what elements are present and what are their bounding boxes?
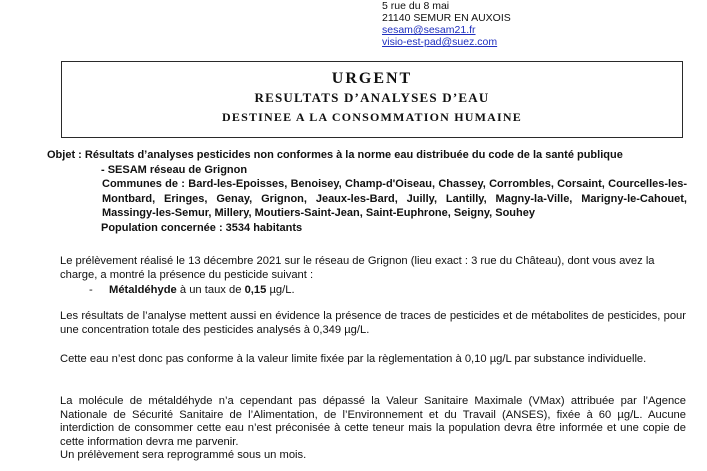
paragraph-vmax <box>60 395 686 463</box>
address-street: 5 rue du 8 mai <box>382 0 450 12</box>
resampling-text: Un prélèvement sera reprogrammé sous un mois. <box>60 449 307 462</box>
bullet-dash: - <box>89 284 93 296</box>
address-city: 21140 SEMUR EN AUXOIS <box>382 12 511 24</box>
pesticide-name: Métaldéhyde <box>109 284 177 296</box>
subject-block <box>47 148 687 236</box>
pesticide-value: 0,15 <box>244 284 267 296</box>
email-link-sesam[interactable]: sesam@sesam21.fr <box>382 24 476 36</box>
paragraph-analysis-results: Les résultats de l’analyse mettent aussi en évidence la présence de traces de pesticides et de métabolites de pesticides, pour une concentration totale des pesticides analysés à 0,349 µg/L. <box>60 310 686 336</box>
subject-network: - SESAM réseau de Grignon <box>101 163 248 176</box>
population-concerned: Population concernée : 3534 habitants <box>101 221 303 234</box>
title-destination: DESTINEE A LA CONSOMMATION HUMAINE <box>222 110 522 124</box>
paragraph-non-conformity: Cette eau n’est donc pas conforme à la valeur limite fixée par la règlementation à 0,10 µg/L par substance individuelle. <box>60 353 647 365</box>
title-results: RESULTATS D’ANALYSES D’EAU <box>254 90 490 105</box>
paragraph-sampling: Le prélèvement réalisé le 13 décembre 2021 sur le réseau de Grignon (lieu exact : 3 rue du Château), dont vous avez la charge, a montré la présence du pesticide suivant : <box>60 255 655 281</box>
email-link-suez[interactable]: visio-est-pad@suez.com <box>382 36 498 48</box>
title-box <box>61 61 683 138</box>
sender-address-block <box>382 0 511 48</box>
vmax-text: La molécule de métaldéhyde n’a cependant pas dépassé la Valeur Sanitaire Maximale (VMax) attribuée par l’Agence Nationale de Sécurité Sanitaire de l’Alimentation, de l’Environnement et du Travail (ANSES), fixée à 60 µg/L. Aucune interdiction de consommer cette eau n’est préconisée à cette teneur mais la population devra être informée et une copie de cette information devra me parvenir. <box>60 395 686 448</box>
pesticide-bullet <box>89 284 295 298</box>
subject-line: Objet : Résultats d’analyses pesticides non conformes à la norme eau distribuée du code de la santé publique <box>47 149 623 161</box>
pesticide-unit: µg/L. <box>266 284 295 296</box>
title-urgent: URGENT <box>331 70 413 87</box>
communes-list: Communes de : Bard-les-Epoisses, Benoisey, Champ-d'Oiseau, Chassey, Corrombles, Corsaint, Courcelles-les-Montbard, Eringes, Genay, Grignon, Jeaux-les-Bard, Juilly, Lantilly, Magny-la-Ville, Marigny-le-Cahouet, Massingy-les-Semur, Millery, Moutiers-Saint-Jean, Saint-Euphrone, Seigny, Souhey <box>102 178 687 220</box>
bullet-middle-text: à un taux de <box>176 284 245 296</box>
